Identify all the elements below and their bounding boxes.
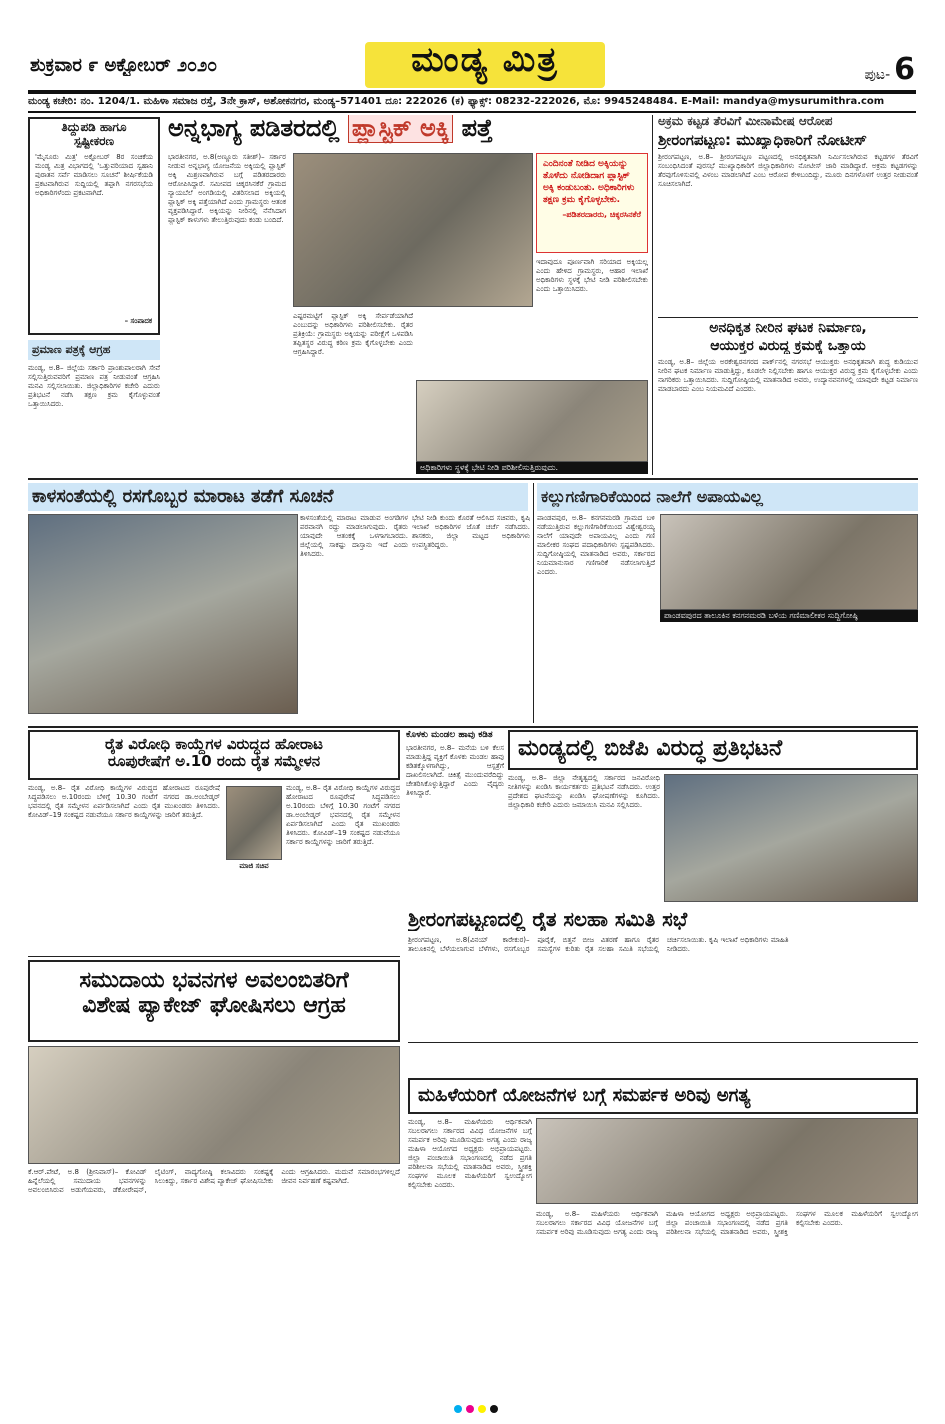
community-halls-photo bbox=[28, 1046, 400, 1164]
page-label: ಪುಟ- bbox=[864, 67, 891, 83]
column-divider bbox=[652, 115, 653, 475]
rice-quote-sign: –ಪಡಿತರದಾರರು, ಚಿಕ್ಕರಸಿನಕೆರೆ bbox=[562, 210, 641, 219]
rice-photo-caption: ಅಧಿಕಾರಿಗಳು ಸ್ಥಳಕ್ಕೆ ಭೇಟಿ ನೀಡಿ ಪರಿಶೀಲಿಸುತ್ತಿರುವುದು. bbox=[416, 462, 648, 474]
correction-sign: – ಸಂಪಾದಕ bbox=[124, 316, 152, 325]
portrait-photo bbox=[226, 786, 282, 860]
portrait-caption: ಮಾಜಿ ಸಚಿವ bbox=[239, 862, 269, 870]
rice-quote-box bbox=[536, 153, 648, 253]
rice-body-col1: ಭಾರತೀನಗರ, ಅ.8(ಅಣ್ಣೂರು ಸತೀಶ್)– ಸರ್ಕಾರ ನೀಡುವ ಅನ್ನಭಾಗ್ಯ ಯೋಜನೆಯ ಅಕ್ಕಿಯಲ್ಲಿ ಪ್ಲಾಸ್ಟಿಕ್ ಅಕ್ಕಿ ಮಿಶ್ರಣವಾಗಿರುವ ಬಗ್ಗೆ ಪಡಿತರದಾರರು ಆರೋಪಿಸಿದ್ದಾರೆ. ಸಮೀಪದ ಚಿಕ್ಕರಸಿನಕೆರೆ ಗ್ರಾಮದ ನ್ಯಾಯಬೆಲೆ ಅಂಗಡಿಯಲ್ಲಿ ವಿತರಿಸಲಾದ ಅಕ್ಕಿಯಲ್ಲಿ ಪ್ಲಾಸ್ಟಿಕ್ ಅಕ್ಕಿ ಪತ್ತೆಯಾಗಿದೆ ಎಂದು ಗ್ರಾಮಸ್ಥರು ಆತಂಕ ವ್ಯಕ್ತಪಡಿಸಿದ್ದಾರೆ. ಅಕ್ಕಿಯನ್ನು ನೀರಿನಲ್ಲಿ ನೆನೆಸಿದಾಗ ಪ್ಲಾಸ್ಟಿಕ್ ಕಾಳುಗಳು ತೇಲುತ್ತಿರುವುದು ಕಂಡು ಬಂದಿದೆ. bbox=[168, 153, 286, 224]
community-halls-body: ಕೆ.ಆರ್.ಪೇಟೆ, ಅ.8 (ಶ್ರೀನಿವಾಸ್)– ಕೋವಿಡ್ ಹಿನ್ನೆಲೆಯಲ್ಲಿ ಸಮುದಾಯ ಭವನಗಳನ್ನು ಅವಲಂಬಿಸಿರುವ ಅಡುಗೆಯವರು, ಡೆಕೋರೇಷನ್, ಲೈಟಿಂಗ್, ವಾದ್ಯಗೋಷ್ಠಿ ಕಲಾವಿದರು ಸಂಕಷ್ಟಕ್ಕೆ ಸಿಲುಕಿದ್ದು, ಸರ್ಕಾರ ವಿಶೇಷ ಪ್ಯಾಕೇಜ್ ಘೋಷಿಸಬೇಕು ಎಂದು ಆಗ್ರಹಿಸಿದರು. ಮದುವೆ ಸಮಾರಂಭಗಳಿಲ್ಲದೆ ಜೀವನ ನಿರ್ವಹಣೆ ಕಷ್ಟವಾಗಿದೆ. bbox=[28, 1168, 400, 1194]
quarry-body: ಪಾಂಡವಪುರ, ಅ.8– ಕನಗನಮರಡಿ ಗ್ರಾಮದ ಬಳಿ ನಡೆಯುತ್ತಿರುವ ಕಲ್ಲುಗಣಿಗಾರಿಕೆಯಿಂದ ವಿಶ್ವೇಶ್ವರಯ್ಯ ನಾಲೆಗೆ ಯಾವುದೇ ಅಪಾಯವಿಲ್ಲ ಎಂದು ಗಣಿ ಮಾಲೀಕರ ಸಂಘದ ಪದಾಧಿಕಾರಿಗಳು ಸ್ಪಷ್ಟಪಡಿಸಿದರು. ಸುದ್ದಿಗೋಷ್ಠಿಯಲ್ಲಿ ಮಾತನಾಡಿದ ಅವರು, ಸರ್ಕಾರದ ನಿಯಮಾನುಸಾರ ಗಣಿಗಾರಿಕೆ ನಡೆಸಲಾಗುತ್ತಿದೆ ಎಂದರು. bbox=[537, 514, 655, 576]
office-address: ಮಂಡ್ಯ ಕಚೇರಿ: ನಂ. 1204/1. ಮಹಿಳಾ ಸಮಾಜ ರಸ್ತೆ, 3ನೇ ಕ್ರಾಸ್, ಅಶೋಕನಗರ, ಮಂಡ್ಯ–571401 ದೂ: 222026 (ಕ) ಫ್ಯಾಕ್ಸ್: 08232-222026, ಮೊ: 9945248484. E-Mail: mandya@mysurumithra.com bbox=[28, 96, 885, 107]
farmers-meet-headline-box bbox=[28, 730, 400, 780]
rice-photo-group bbox=[293, 153, 533, 307]
correction-body: 'ಮೈಸೂರು ಮಿತ್ರ' ಅಕ್ಟೋಬರ್ 8ರ ಸಂಚಿಕೆಯ ಮಂಡ್ಯ ಮಿತ್ರ ವಿಭಾಗದಲ್ಲಿ 'ಒತ್ತುವರಿಯಾದ ಸ್ವಹಾನಿ ಪುರಾತನ ಸರ್ವೆ ಮಾಡಿಸಲು ಸೂಚನೆ' ಶೀರ್ಷಿಕೆಯಡಿ ಪ್ರಕಟವಾಗಿರುವ ಸುದ್ದಿಯಲ್ಲಿ ತಪ್ಪಾಗಿ ನಗರಸಭೆಯ ಅಧಿಕಾರಿಗಳೆಂದು ಪ್ರಕಟವಾಗಿದೆ. bbox=[35, 152, 153, 197]
certificate-headline: ಪ್ರಮಾಣ ಪತ್ರಕ್ಕೆ ಆಗ್ರಹ bbox=[28, 340, 160, 360]
rice-headline-highlight: ಪ್ಲಾಸ್ಟಿಕ್ ಅಕ್ಕಿ bbox=[348, 115, 453, 143]
farmers-meet-headline-2: ರೂಪುರೇಷೆಗೆ ಅ.10 ರಂದು ರೈತ ಸಮ್ಮೇಳನ bbox=[107, 752, 321, 771]
women-schemes-body-col1: ಮಂಡ್ಯ, ಅ.8– ಮಹಿಳೆಯರು ಆರ್ಥಿಕವಾಗಿ ಸಬಲರಾಗಲು ಸರ್ಕಾರದ ವಿವಿಧ ಯೋಜನೆಗಳ ಬಗ್ಗೆ ಸಮರ್ಪಕ ಅರಿವು ಮೂಡಿಸುವುದು ಅಗತ್ಯ ಎಂದು ರಾಜ್ಯ ಮಹಿಳಾ ಆಯೋಗದ ಅಧ್ಯಕ್ಷರು ಅಭಿಪ್ರಾಯಪಟ್ಟರು. ಜಿಲ್ಲಾ ಪಂಚಾಯಿತಿ ಸಭಾಂಗಣದಲ್ಲಿ ನಡೆದ ಪ್ರಗತಿ ಪರಿಶೀಲನಾ ಸಭೆಯಲ್ಲಿ ಮಾತನಾಡಿದ ಅವರು, ಸ್ತ್ರೀಶಕ್ತಿ ಸಂಘಗಳ ಮೂಲಕ ಮಹಿಳೆಯರಿಗೆ ಸ್ವಉದ್ಯೋಗ ಕಲ್ಪಿಸಬೇಕು ಎಂದರು. bbox=[408, 1118, 532, 1189]
bjp-protest-headline-box bbox=[508, 730, 918, 770]
correction-title-2: ಸ್ಪಷ್ಟೀಕರಣ bbox=[73, 133, 115, 148]
bjp-protest-photo bbox=[664, 774, 918, 902]
snake-bite-title: ಕೊಳಕು ಮಂಡಲ ಹಾವು ಕಡಿತ bbox=[406, 730, 493, 740]
water-body: ಮಂಡ್ಯ, ಅ.8– ಜಿಲ್ಲೆಯ ಅರಕೇಶ್ವರನಗರದ ಪಾರ್ಕ್‌ನಲ್ಲಿ ನಗರಸಭೆ ಆಯುಕ್ತರು ಅನಧಿಕೃತವಾಗಿ ಶುದ್ಧ ಕುಡಿಯುವ ನೀರಿನ ಘಟಕ ನಿರ್ಮಾಣ ಮಾಡುತ್ತಿದ್ದು, ಕೂಡಲೇ ನಿಲ್ಲಿಸಬೇಕು ಹಾಗೂ ಆಯುಕ್ತರ ವಿರುದ್ಧ ಕ್ರಮ ಕೈಗೊಳ್ಳಬೇಕು ಎಂದು ನಾಗರಿಕರು ಒತ್ತಾಯಿಸಿದರು. ಸುದ್ದಿಗೋಷ್ಠಿಯಲ್ಲಿ ಮಾತನಾಡಿದ ಅವರು, ಉದ್ಯಾನವನಗಳಲ್ಲಿ ಯಾವುದೇ ಕಟ್ಟಡ ನಿರ್ಮಾಣ ಮಾಡಬಾರದು ಎಂಬ ನಿಯಮವಿದೆ ಎಂದರು. bbox=[658, 358, 918, 393]
farmers-meet-headline-1: ರೈತ ವಿರೋಧಿ ಕಾಯ್ದೆಗಳ ವಿರುದ್ಧದ ಹೋರಾಟ bbox=[105, 735, 323, 753]
notice-body: ಶ್ರೀರಂಗಪಟ್ಟಣ, ಅ.8– ಶ್ರೀರಂಗಪಟ್ಟಣ ಪಟ್ಟಣದಲ್ಲಿ ಅನಧಿಕೃತವಾಗಿ ನಿರ್ಮಿಸಲಾಗಿರುವ ಕಟ್ಟಡಗಳ ತೆರವಿಗೆ ಸಂಬಂಧಿಸಿದಂತೆ ಪುರಸಭೆ ಮುಖ್ಯಾಧಿಕಾರಿಗೆ ಜಿಲ್ಲಾಧಿಕಾರಿಗಳು ನೋಟೀಸ್ ಜಾರಿ ಮಾಡಿದ್ದಾರೆ. ಅಕ್ರಮ ಕಟ್ಟಡಗಳನ್ನು ತೆರವುಗೊಳಿಸುವಲ್ಲಿ ವಿಳಂಬ ಮಾಡಲಾಗಿದೆ ಎಂಬ ಆರೋಪ ಕೇಳಿಬಂದಿದ್ದು, ಮೂರು ದಿನಗಳೊಳಗೆ ಉತ್ತರ ನೀಡುವಂತೆ ಸೂಚಿಸಲಾಗಿದೆ. bbox=[658, 153, 918, 188]
quarry-headline: ಕಲ್ಲುಗಣಿಗಾರಿಕೆಯಿಂದ ನಾಲೆಗೆ ಅಪಾಯವಿಲ್ಲ bbox=[537, 483, 918, 511]
section-divider bbox=[28, 956, 400, 957]
certificate-body: ಮಂಡ್ಯ, ಅ.8– ಜಿಲ್ಲೆಯ ಸರ್ಕಾರಿ ಪ್ರಾಂಶುಪಾಲರಾಗಿ ಸೇವೆ ಸಲ್ಲಿಸುತ್ತಿರುವವರಿಗೆ ಪ್ರಮಾಣ ಪತ್ರ ನೀಡುವಂತೆ ಆಗ್ರಹಿಸಿ ಮನವಿ ಸಲ್ಲಿಸಲಾಯಿತು. ಜಿಲ್ಲಾಧಿಕಾರಿಗಳ ಕಚೇರಿ ಎದುರು ಪ್ರತಿಭಟನೆ ನಡೆಸಿ ತಕ್ಷಣ ಕ್ರಮ ಕೈಗೊಳ್ಳುವಂತೆ ಒತ್ತಾಯಿಸಿದರು. bbox=[28, 364, 160, 408]
section-divider bbox=[658, 317, 918, 318]
column-divider bbox=[533, 483, 534, 723]
rice-headline-part1: ಅನ್ನಭಾಗ್ಯ ಪಡಿತರದಲ್ಲಿ bbox=[168, 115, 348, 142]
farmers-meet-body-col2: ಮಂಡ್ಯ, ಅ.8– ರೈತ ವಿರೋಧಿ ಕಾಯ್ದೆಗಳ ವಿರುದ್ಧದ ಹೋರಾಟದ ರೂಪುರೇಷೆ ಸಿದ್ಧಪಡಿಸಲು ಅ.10ರಂದು ಬೆಳಿಗ್ಗೆ 10.30 ಗಂಟೆಗೆ ನಗರದ ಡಾ.ಅಂಬೇಡ್ಕರ್ ಭವನದಲ್ಲಿ ರೈತ ಸಮ್ಮೇಳನ ಏರ್ಪಡಿಸಲಾಗಿದೆ ಎಂದು ರೈತ ಮುಖಂಡರು ತಿಳಿಸಿದರು. ಕೋವಿಡ್–19 ಸಂಕಷ್ಟದ ನಡುವೆಯೂ ಸರ್ಕಾರ ಕಾಯ್ದೆಗಳನ್ನು ಜಾರಿಗೆ ತರುತ್ತಿದೆ. bbox=[286, 784, 400, 846]
rice-body-col3: ಇದಾವುದೂ ಪೂರ್ಣವಾಗಿ ಸರಿಯಾದ ಅಕ್ಕಿಯಲ್ಲ ಎಂದು ಹೇಳಿದ ಗ್ರಾಮಸ್ಥರು, ಆಹಾರ ಇಲಾಖೆ ಅಧಿಕಾರಿಗಳು ಸ್ಥಳಕ್ಕೆ ಭೇಟಿ ನೀಡಿ ಪರಿಶೀಲಿಸಬೇಕು ಎಂದು ಒತ್ತಾಯಿಸಿದರು. bbox=[536, 258, 648, 293]
rice-headline-part3: ಪತ್ತೆ bbox=[453, 115, 493, 142]
section-divider bbox=[28, 478, 918, 480]
masthead-rule-bottom bbox=[28, 111, 916, 113]
women-schemes-body: ಮಂಡ್ಯ, ಅ.8– ಮಹಿಳೆಯರು ಆರ್ಥಿಕವಾಗಿ ಸಬಲರಾಗಲು ಸರ್ಕಾರದ ವಿವಿಧ ಯೋಜನೆಗಳ ಬಗ್ಗೆ ಸಮರ್ಪಕ ಅರಿವು ಮೂಡಿಸುವುದು ಅಗತ್ಯ ಎಂದು ರಾಜ್ಯ ಮಹಿಳಾ ಆಯೋಗದ ಅಧ್ಯಕ್ಷರು ಅಭಿಪ್ರಾಯಪಟ್ಟರು. ಜಿಲ್ಲಾ ಪಂಚಾಯಿತಿ ಸಭಾಂಗಣದಲ್ಲಿ ನಡೆದ ಪ್ರಗತಿ ಪರಿಶೀಲನಾ ಸಭೆಯಲ್ಲಿ ಮಾತನಾಡಿದ ಅವರು, ಸ್ತ್ರೀಶಕ್ತಿ ಸಂಘಗಳ ಮೂಲಕ ಮಹಿಳೆಯರಿಗೆ ಸ್ವಉದ್ಯೋಗ ಕಲ್ಪಿಸಬೇಕು ಎಂದರು. bbox=[536, 1210, 918, 1236]
fertilizer-body-col3: ಭೇಟಿ ನೀಡಿ ಕುಂದು ಕೊರತೆ ಆಲಿಸಿದ ಸಚಿವರು, ಕೃಷಿ ಇಲಾಖೆ ಅಧಿಕಾರಿಗಳ ಜೊತೆ ಚರ್ಚೆ ನಡೆಸಿದರು. ಶಾಸಕರು, ಜಿಲ್ಲಾ ಮಟ್ಟದ ಅಧಿಕಾರಿಗಳು ಉಪಸ್ಥಿತರಿದ್ದರು. bbox=[412, 514, 530, 549]
registration-mark-cyan bbox=[454, 1405, 462, 1413]
issue-date: ಶುಕ್ರವಾರ ೯ ಅಕ್ಟೋಬರ್ ೨೦೨೦ bbox=[30, 55, 218, 76]
bjp-protest-headline: ಮಂಡ್ಯದಲ್ಲಿ ಬಿಜೆಪಿ ವಿರುದ್ಧ ಪ್ರತಿಭಟನೆ bbox=[518, 736, 783, 761]
rice-body-col2: ಎಷ್ಟರಮಟ್ಟಿಗೆ ಪ್ಲಾಸ್ಟಿಕ್ ಅಕ್ಕಿ ಸೇರ್ಪಡೆಯಾಗಿದೆ ಎಂಬುದನ್ನು ಅಧಿಕಾರಿಗಳು ಪರಿಶೀಲಿಸಬೇಕು. ರೈತರ ಪ್ರತಿಕ್ರಿಯೆ: ಗ್ರಾಮಸ್ಥರು ಅಕ್ಕಿಯನ್ನು ಪರೀಕ್ಷೆಗೆ ಒಳಪಡಿಸಿ ತಪ್ಪಿತಸ್ಥರ ವಿರುದ್ಧ ಕಠಿಣ ಕ್ರಮ ಕೈಗೊಳ್ಳಬೇಕು ಎಂದು ಆಗ್ರಹಿಸಿದ್ದಾರೆ. bbox=[293, 312, 413, 356]
registration-mark-magenta bbox=[466, 1405, 474, 1413]
water-headline-2: ಆಯುಕ್ತರ ವಿರುದ್ಧ ಕ್ರಮಕ್ಕೆ ಒತ್ತಾಯ bbox=[710, 338, 866, 354]
page-number-label bbox=[865, 52, 915, 87]
fertilizer-photo bbox=[28, 514, 298, 714]
registration-mark-black bbox=[490, 1405, 498, 1413]
snake-bite-body: ಭಾರತೀನಗರ, ಅ.8– ಮನೆಯ ಬಳಿ ಕೆಲಸ ಮಾಡುತ್ತಿದ್ದ ವ್ಯಕ್ತಿಗೆ ಕೊಳಕು ಮಂಡಲ ಹಾವು ಕಡಿತಕ್ಕೊಳಗಾಗಿದ್ದು, ಆಸ್ಪತ್ರೆಗೆ ದಾಖಲಿಸಲಾಗಿದೆ. ಚಿಕಿತ್ಸೆ ಮುಂದುವರೆದಿದ್ದು ಚೇತರಿಸಿಕೊಳ್ಳುತ್ತಿದ್ದಾರೆ ಎಂದು ವೈದ್ಯರು ತಿಳಿಸಿದ್ದಾರೆ. bbox=[406, 744, 504, 797]
section-divider bbox=[28, 726, 918, 728]
newspaper-logo: ಮಂಡ್ಯ ಮಿತ್ರ bbox=[411, 40, 559, 80]
notice-headline: ಶ್ರೀರಂಗಪಟ್ಟಣ: ಮುಖ್ಯಾಧಿಕಾರಿಗೆ ನೋಟೀಸ್ bbox=[658, 132, 867, 149]
farmers-meet-body: ಮಂಡ್ಯ, ಅ.8– ರೈತ ವಿರೋಧಿ ಕಾಯ್ದೆಗಳ ವಿರುದ್ಧದ ಹೋರಾಟದ ರೂಪುರೇಷೆ ಸಿದ್ಧಪಡಿಸಲು ಅ.10ರಂದು ಬೆಳಿಗ್ಗೆ 10.30 ಗಂಟೆಗೆ ನಗರದ ಡಾ.ಅಂಬೇಡ್ಕರ್ ಭವನದಲ್ಲಿ ರೈತ ಸಮ್ಮೇಳನ ಏರ್ಪಡಿಸಲಾಗಿದೆ ಎಂದು ರೈತ ಮುಖಂಡರು ತಿಳಿಸಿದರು. ಕೋವಿಡ್–19 ಸಂಕಷ್ಟದ ನಡುವೆಯೂ ಸರ್ಕಾರ ಕಾಯ್ದೆಗಳನ್ನು ಜಾರಿಗೆ ತರುತ್ತಿದೆ. bbox=[28, 784, 220, 819]
correction-title-1: ತಿದ್ದುಪಡಿ ಹಾಗೂ bbox=[61, 120, 127, 134]
rice-headline bbox=[168, 115, 648, 151]
quarry-photo bbox=[660, 514, 918, 610]
rice-photo-inspection bbox=[416, 380, 648, 462]
fertilizer-body-col2: ಕಾಳಸಂತೆಯಲ್ಲಿ ಮಾರಾಟ ಮಾಡುವ ಅಂಗಡಿಗಳ ಪರವಾನಗಿ ರದ್ದು ಮಾಡಲಾಗುವುದು. ರೈತರು ಯಾವುದೇ ಆತಂಕಕ್ಕೆ ಒಳಗಾಗಬಾರದು. ಜಿಲ್ಲೆಯಲ್ಲಿ ಸಾಕಷ್ಟು ದಾಸ್ತಾನು ಇದೆ ಎಂದು ತಿಳಿಸಿದರು. bbox=[300, 514, 408, 558]
rice-quote: ಎಂದಿನಂತೆ ನೀಡಿದ ಅಕ್ಕಿಯನ್ನು ತೊಳೆದು ನೋಡಿದಾಗ ಪ್ಲಾಸ್ಟಿಕ್ ಅಕ್ಕಿ ಕಂಡುಬಂತು. ಅಧಿಕಾರಿಗಳು ತಕ್ಷಣ ಕ್ರಮ ಕೈಗೊಳ್ಳಬೇಕು. bbox=[543, 159, 635, 205]
community-halls-headline-1: ಸಮುದಾಯ ಭವನಗಳ ಅವಲಂಬಿತರಿಗೆ bbox=[79, 968, 349, 993]
registration-mark-yellow bbox=[478, 1405, 486, 1413]
community-halls-headline-2: ವಿಶೇಷ ಪ್ಯಾಕೇಜ್ ಘೋಷಿಸಲು ಆಗ್ರಹ bbox=[82, 993, 346, 1019]
section-divider bbox=[408, 1042, 918, 1043]
water-headline-1: ಅನಧಿಕೃತ ನೀರಿನ ಘಟಕ ನಿರ್ಮಾಣ, bbox=[709, 320, 867, 336]
page-number: 6 bbox=[894, 52, 915, 87]
community-halls-headline-box bbox=[28, 960, 400, 1042]
bjp-protest-body: ಮಂಡ್ಯ, ಅ.8– ಜಿಲ್ಲಾ ನೇತೃತ್ವದಲ್ಲಿ ಸರ್ಕಾರದ ಜನವಿರೋಧಿ ನೀತಿಗಳನ್ನು ಖಂಡಿಸಿ ಕಾರ್ಯಕರ್ತರು ಪ್ರತಿಭಟನೆ ನಡೆಸಿದರು. ಉತ್ತರ ಪ್ರದೇಶದ ಘಟನೆಯನ್ನು ಖಂಡಿಸಿ ಘೋಷಣೆಗಳನ್ನು ಕೂಗಿದರು. ಜಿಲ್ಲಾಧಿಕಾರಿ ಕಚೇರಿ ಎದುರು ಜಮಾಯಿಸಿ ಮನವಿ ಸಲ್ಲಿಸಿದರು. bbox=[508, 774, 660, 809]
farmers-committee-body: ಶ್ರೀರಂಗಪಟ್ಟಣ, ಅ.8(ವಿನಯ್ ಕಾರೇಕುರ)– ತಾಲೂಕಿನಲ್ಲಿ ಬೆಳೆಯಲಾಗುವ ಬೆಳೆಗಳು, ರಸಗೊಬ್ಬರ ಪೂರೈಕೆ, ಬಿತ್ತನೆ ಬೀಜ ವಿತರಣೆ ಹಾಗೂ ರೈತರ ಸಮಸ್ಯೆಗಳ ಕುರಿತು ರೈತ ಸಲಹಾ ಸಮಿತಿ ಸಭೆಯಲ್ಲಿ ಚರ್ಚಿಸಲಾಯಿತು. ಕೃಷಿ ಇಲಾಖೆ ಅಧಿಕಾರಿಗಳು ಮಾಹಿತಿ ನೀಡಿದರು. bbox=[408, 936, 789, 953]
women-schemes-headline: ಮಹಿಳೆಯರಿಗೆ ಯೋಜನೆಗಳ ಬಗ್ಗೆ ಸಮರ್ಪಕ ಅರಿವು ಅಗತ್ಯ bbox=[418, 1085, 751, 1106]
farmers-committee-headline: ಶ್ರೀರಂಗಪಟ್ಟಣದಲ್ಲಿ ರೈತ ಸಲಹಾ ಸಮಿತಿ ಸಭೆ bbox=[408, 908, 688, 931]
notice-kicker: ಅಕ್ರಮ ಕಟ್ಟಡ ತೆರವಿಗೆ ಮೀನಾಮೇಷ ಆರೋಪ bbox=[658, 115, 833, 128]
women-schemes-photo bbox=[536, 1118, 918, 1204]
correction-box bbox=[28, 117, 160, 335]
women-schemes-headline-box bbox=[408, 1078, 918, 1114]
quarry-photo-caption: ಪಾಂಡವಪುರದ ತಾಲೂಕಿನ ಕನಗನಮರಡಿ ಬಳಿಯ ಗಣಿಮಾಲೀಕರ ಸುದ್ದಿಗೋಷ್ಠಿ bbox=[660, 610, 918, 622]
fertilizer-headline: ಕಾಳಸಂತೆಯಲ್ಲಿ ರಸಗೊಬ್ಬರ ಮಾರಾಟ ತಡೆಗೆ ಸೂಚನೆ bbox=[28, 483, 528, 511]
